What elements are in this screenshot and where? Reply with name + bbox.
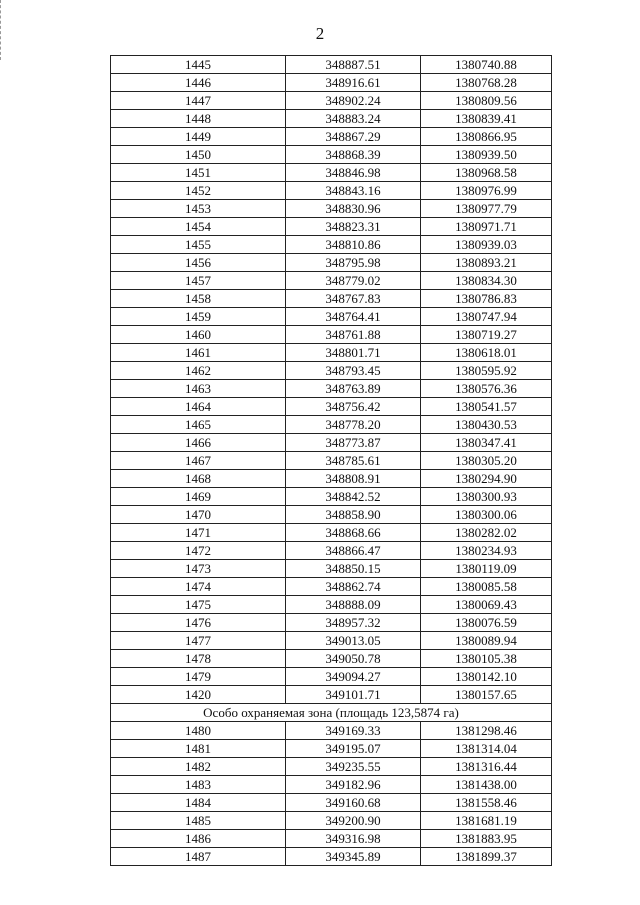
coordinates-table-body: [111, 56, 552, 866]
point-number-cell: 1470: [111, 506, 286, 524]
y-coordinate-cell: 1380430.53: [421, 416, 552, 434]
point-number-cell: 1452: [111, 182, 286, 200]
table-row: [111, 614, 552, 632]
x-coordinate-cell: 348957.32: [286, 614, 421, 632]
y-coordinate-cell: 1380939.50: [421, 146, 552, 164]
x-coordinate-cell: 348808.91: [286, 470, 421, 488]
table-row: [111, 722, 552, 740]
y-coordinate-cell: 1380618.01: [421, 344, 552, 362]
point-number-cell: 1474: [111, 578, 286, 596]
point-number-cell: 1450: [111, 146, 286, 164]
y-coordinate-cell: 1380105.38: [421, 650, 552, 668]
table-row: [111, 200, 552, 218]
x-coordinate-cell: 348763.89: [286, 380, 421, 398]
x-coordinate-cell: 348846.98: [286, 164, 421, 182]
point-number-cell: 1477: [111, 632, 286, 650]
y-coordinate-cell: 1380347.41: [421, 434, 552, 452]
x-coordinate-cell: 348785.61: [286, 452, 421, 470]
y-coordinate-cell: 1380076.59: [421, 614, 552, 632]
point-number-cell: 1464: [111, 398, 286, 416]
point-number-cell: 1458: [111, 290, 286, 308]
y-coordinate-cell: 1380971.71: [421, 218, 552, 236]
x-coordinate-cell: 348858.90: [286, 506, 421, 524]
table-row: [111, 470, 552, 488]
table-row: [111, 794, 552, 812]
table-row: [111, 776, 552, 794]
point-number-cell: 1469: [111, 488, 286, 506]
table-row: [111, 560, 552, 578]
table-row: [111, 146, 552, 164]
x-coordinate-cell: 348887.51: [286, 56, 421, 74]
y-coordinate-cell: 1381316.44: [421, 758, 552, 776]
x-coordinate-cell: 348902.24: [286, 92, 421, 110]
section-header-row: [111, 704, 552, 722]
table-row: [111, 812, 552, 830]
point-number-cell: 1482: [111, 758, 286, 776]
y-coordinate-cell: 1380768.28: [421, 74, 552, 92]
table-row: [111, 434, 552, 452]
point-number-cell: 1459: [111, 308, 286, 326]
x-coordinate-cell: 348823.31: [286, 218, 421, 236]
x-coordinate-cell: 349160.68: [286, 794, 421, 812]
point-number-cell: 1466: [111, 434, 286, 452]
table-row: [111, 506, 552, 524]
x-coordinate-cell: 349169.33: [286, 722, 421, 740]
point-number-cell: 1445: [111, 56, 286, 74]
table-row: [111, 686, 552, 704]
x-coordinate-cell: 349094.27: [286, 668, 421, 686]
table-row: [111, 326, 552, 344]
table-row: [111, 92, 552, 110]
x-coordinate-cell: 348767.83: [286, 290, 421, 308]
page-number: 2: [315, 24, 325, 43]
y-coordinate-cell: 1380089.94: [421, 632, 552, 650]
point-number-cell: 1447: [111, 92, 286, 110]
table-row: [111, 650, 552, 668]
y-coordinate-cell: 1380157.65: [421, 686, 552, 704]
table-row: [111, 182, 552, 200]
x-coordinate-cell: 348793.45: [286, 362, 421, 380]
x-coordinate-cell: 348779.02: [286, 272, 421, 290]
y-coordinate-cell: 1380300.93: [421, 488, 552, 506]
table-row: [111, 452, 552, 470]
table-row: [111, 578, 552, 596]
x-coordinate-cell: 349182.96: [286, 776, 421, 794]
x-coordinate-cell: 349316.98: [286, 830, 421, 848]
x-coordinate-cell: 348810.86: [286, 236, 421, 254]
table-row: [111, 524, 552, 542]
y-coordinate-cell: 1380294.90: [421, 470, 552, 488]
point-number-cell: 1460: [111, 326, 286, 344]
x-coordinate-cell: 348830.96: [286, 200, 421, 218]
point-number-cell: 1471: [111, 524, 286, 542]
x-coordinate-cell: 349101.71: [286, 686, 421, 704]
table-row: [111, 128, 552, 146]
x-coordinate-cell: 348868.39: [286, 146, 421, 164]
y-coordinate-cell: 1381558.46: [421, 794, 552, 812]
y-coordinate-cell: 1380939.03: [421, 236, 552, 254]
table-row: [111, 740, 552, 758]
table-row: [111, 848, 552, 866]
y-coordinate-cell: 1380069.43: [421, 596, 552, 614]
x-coordinate-cell: 348795.98: [286, 254, 421, 272]
x-coordinate-cell: 348756.42: [286, 398, 421, 416]
y-coordinate-cell: 1381298.46: [421, 722, 552, 740]
point-number-cell: 1472: [111, 542, 286, 560]
point-number-cell: 1465: [111, 416, 286, 434]
y-coordinate-cell: 1380809.56: [421, 92, 552, 110]
table-row: [111, 830, 552, 848]
x-coordinate-cell: 348778.20: [286, 416, 421, 434]
y-coordinate-cell: 1381899.37: [421, 848, 552, 866]
point-number-cell: 1457: [111, 272, 286, 290]
x-coordinate-cell: 348773.87: [286, 434, 421, 452]
y-coordinate-cell: 1380834.30: [421, 272, 552, 290]
y-coordinate-cell: 1380893.21: [421, 254, 552, 272]
point-number-cell: 1446: [111, 74, 286, 92]
x-coordinate-cell: 349050.78: [286, 650, 421, 668]
x-coordinate-cell: 348888.09: [286, 596, 421, 614]
x-coordinate-cell: 349195.07: [286, 740, 421, 758]
table-row: [111, 56, 552, 74]
section-title: Особо охраняемая зона (площадь 123,5874 га): [111, 704, 552, 722]
point-number-cell: 1462: [111, 362, 286, 380]
y-coordinate-cell: 1381314.04: [421, 740, 552, 758]
x-coordinate-cell: 348764.41: [286, 308, 421, 326]
y-coordinate-cell: 1380740.88: [421, 56, 552, 74]
x-coordinate-cell: 349345.89: [286, 848, 421, 866]
table-row: [111, 218, 552, 236]
coordinates-table: [110, 55, 552, 866]
y-coordinate-cell: 1380977.79: [421, 200, 552, 218]
table-row: [111, 74, 552, 92]
y-coordinate-cell: 1380719.27: [421, 326, 552, 344]
point-number-cell: 1451: [111, 164, 286, 182]
point-number-cell: 1448: [111, 110, 286, 128]
x-coordinate-cell: 349235.55: [286, 758, 421, 776]
point-number-cell: 1456: [111, 254, 286, 272]
y-coordinate-cell: 1381883.95: [421, 830, 552, 848]
x-coordinate-cell: 348843.16: [286, 182, 421, 200]
y-coordinate-cell: 1380968.58: [421, 164, 552, 182]
y-coordinate-cell: 1380119.09: [421, 560, 552, 578]
point-number-cell: 1473: [111, 560, 286, 578]
point-number-cell: 1453: [111, 200, 286, 218]
point-number-cell: 1475: [111, 596, 286, 614]
y-coordinate-cell: 1380085.58: [421, 578, 552, 596]
y-coordinate-cell: 1381681.19: [421, 812, 552, 830]
point-number-cell: 1461: [111, 344, 286, 362]
table-row: [111, 758, 552, 776]
table-row: [111, 164, 552, 182]
table-row: [111, 668, 552, 686]
y-coordinate-cell: 1380976.99: [421, 182, 552, 200]
y-coordinate-cell: 1380786.83: [421, 290, 552, 308]
x-coordinate-cell: 348866.47: [286, 542, 421, 560]
x-coordinate-cell: 349200.90: [286, 812, 421, 830]
x-coordinate-cell: 348761.88: [286, 326, 421, 344]
x-coordinate-cell: 348801.71: [286, 344, 421, 362]
point-number-cell: 1484: [111, 794, 286, 812]
point-number-cell: 1485: [111, 812, 286, 830]
table-row: [111, 542, 552, 560]
point-number-cell: 1483: [111, 776, 286, 794]
point-number-cell: 1478: [111, 650, 286, 668]
x-coordinate-cell: 349013.05: [286, 632, 421, 650]
point-number-cell: 1481: [111, 740, 286, 758]
table-row: [111, 272, 552, 290]
point-number-cell: 1467: [111, 452, 286, 470]
x-coordinate-cell: 348868.66: [286, 524, 421, 542]
table-row: [111, 290, 552, 308]
y-coordinate-cell: 1381438.00: [421, 776, 552, 794]
point-number-cell: 1454: [111, 218, 286, 236]
x-coordinate-cell: 348916.61: [286, 74, 421, 92]
table-row: [111, 236, 552, 254]
point-number-cell: 1449: [111, 128, 286, 146]
table-row: [111, 488, 552, 506]
y-coordinate-cell: 1380747.94: [421, 308, 552, 326]
point-number-cell: 1479: [111, 668, 286, 686]
table-row: [111, 596, 552, 614]
point-number-cell: 1455: [111, 236, 286, 254]
y-coordinate-cell: 1380541.57: [421, 398, 552, 416]
table-row: [111, 110, 552, 128]
x-coordinate-cell: 348867.29: [286, 128, 421, 146]
x-coordinate-cell: 348842.52: [286, 488, 421, 506]
y-coordinate-cell: 1380234.93: [421, 542, 552, 560]
point-number-cell: 1487: [111, 848, 286, 866]
y-coordinate-cell: 1380866.95: [421, 128, 552, 146]
point-number-cell: 1486: [111, 830, 286, 848]
table-row: [111, 344, 552, 362]
y-coordinate-cell: 1380595.92: [421, 362, 552, 380]
y-coordinate-cell: 1380305.20: [421, 452, 552, 470]
y-coordinate-cell: 1380839.41: [421, 110, 552, 128]
table-row: [111, 362, 552, 380]
table-row: [111, 398, 552, 416]
y-coordinate-cell: 1380282.02: [421, 524, 552, 542]
table-row: [111, 254, 552, 272]
x-coordinate-cell: 348850.15: [286, 560, 421, 578]
point-number-cell: 1476: [111, 614, 286, 632]
point-number-cell: 1420: [111, 686, 286, 704]
table-row: [111, 380, 552, 398]
x-coordinate-cell: 348883.24: [286, 110, 421, 128]
table-row: [111, 416, 552, 434]
y-coordinate-cell: 1380300.06: [421, 506, 552, 524]
table-row: [111, 308, 552, 326]
table-row: [111, 632, 552, 650]
point-number-cell: 1463: [111, 380, 286, 398]
point-number-cell: 1468: [111, 470, 286, 488]
x-coordinate-cell: 348862.74: [286, 578, 421, 596]
y-coordinate-cell: 1380576.36: [421, 380, 552, 398]
y-coordinate-cell: 1380142.10: [421, 668, 552, 686]
point-number-cell: 1480: [111, 722, 286, 740]
